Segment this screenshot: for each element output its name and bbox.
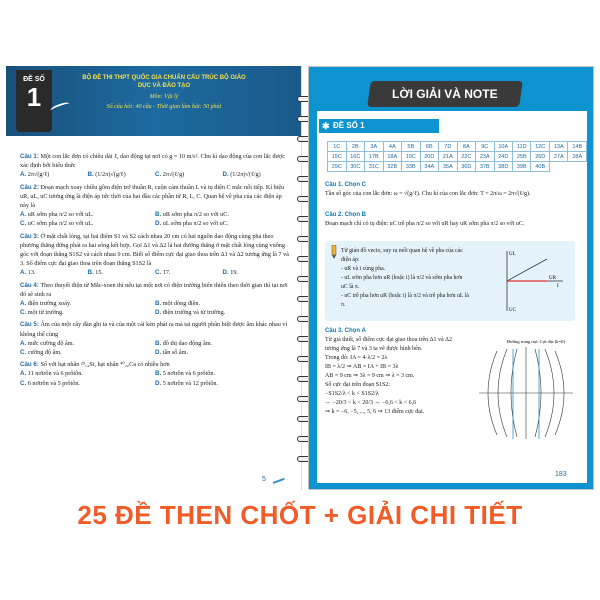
- left-page-number: 5: [262, 476, 266, 483]
- banner-text: LỜI GIẢI VÀ NOTE: [392, 87, 498, 101]
- option-text: 5 nơtrôn và 12 prôtôn.: [162, 379, 219, 387]
- option-letter: A.: [20, 211, 27, 219]
- option-letter: C.: [20, 379, 27, 387]
- question-1: [20, 152, 290, 180]
- option-text: 13.: [27, 269, 36, 277]
- option-letter: C.: [20, 349, 27, 357]
- option-text: tần số âm.: [162, 349, 188, 357]
- arrow-decoration: [271, 474, 284, 484]
- answer-cell: 13A: [550, 142, 568, 152]
- solution-text: Tần số góc của con lắc đơn: ω = √(g/ℓ). Chu kì của con lắc đơn: T = 2π/ω = 2π√(ℓ/g).: [325, 191, 531, 197]
- answer-cell: 36D: [457, 162, 476, 172]
- answer-cell: 12C: [531, 142, 550, 152]
- answer-cell: 26D: [531, 152, 550, 162]
- answer-cell: 31C: [365, 162, 384, 172]
- option-letter: A.: [20, 339, 27, 347]
- option-text: 15.: [95, 269, 103, 277]
- answer-cell: 10A: [494, 142, 513, 152]
- option-text: cường độ âm.: [27, 349, 62, 357]
- option-text: một dòng điện.: [162, 300, 201, 308]
- right-page: [308, 66, 594, 490]
- answer-cell: 1C: [328, 142, 347, 152]
- solution-text: Đoạn mạch chỉ có tụ điện: uC trễ pha π/2 so với uR hay uR sớm pha π/2 so với uC.: [325, 221, 525, 227]
- option-text: 5 nơtrôn và 6 prôtôn.: [162, 370, 215, 378]
- answer-cell: 19C: [402, 152, 421, 162]
- answer-cell: 9C: [476, 142, 494, 152]
- option-letter: A.: [20, 269, 27, 277]
- answer-cell: 33B: [402, 162, 421, 172]
- option-letter: C.: [20, 309, 27, 317]
- option-text: (1/2π)√(g/ℓ): [95, 171, 126, 179]
- answer-row: [328, 162, 587, 172]
- option-text: điện trường xoáy.: [27, 300, 72, 308]
- answer-cell: 21A: [439, 152, 457, 162]
- answer-cell: 6B: [420, 142, 439, 152]
- promo-caption: 25 ĐỀ THEN CHỐT + GIẢI CHI TIẾT: [77, 500, 523, 530]
- option-text: 6 nơtrôn và 5 prôtôn.: [27, 379, 80, 387]
- question-text: Âm của một cây đàn ghi ta và của một cái kèn phát ra mà tai người phân biệt được âm khác nhau vì không thể cùng: [20, 321, 288, 338]
- option-text: uR sớm pha π/2 so với uL.: [27, 211, 94, 219]
- solution-3: [325, 327, 465, 417]
- answer-cell: 35A: [439, 162, 457, 172]
- option-letter: A.: [20, 171, 27, 179]
- answer-cell: 3A: [365, 142, 384, 152]
- option-letter: A.: [20, 300, 27, 308]
- interference-diagram: [473, 335, 579, 445]
- option-letter: C.: [20, 220, 27, 228]
- option-text: 19.: [230, 269, 238, 277]
- solution-line: ⇔ −20/3 < k < 20/3 ⇔ −6,6 < k < 6,6: [325, 400, 417, 406]
- answer-cell: 11D: [513, 142, 531, 152]
- question-number: Câu 6:: [20, 361, 39, 369]
- answer-cell: 24D: [494, 152, 513, 162]
- solution-line: Trong đó: IA = 4·λ/2 = 2λ: [325, 355, 388, 361]
- exam-number-badge: [16, 70, 52, 132]
- note-text: [341, 247, 469, 310]
- vector-label: I: [557, 284, 559, 289]
- question-number: Câu 2:: [20, 183, 39, 191]
- question-5: [20, 320, 290, 357]
- solution-line: AB = 9 cm ⇒ 3λ = 9 cm ⇒ λ = 3 cm.: [325, 373, 415, 379]
- question-number: Câu 5:: [20, 321, 39, 329]
- answer-cell: 38D: [494, 162, 513, 172]
- answer-cell: 29C: [328, 162, 347, 172]
- answer-cell: 8A: [457, 142, 476, 152]
- note-line: Từ giản đồ vecto, suy ra mối quan hệ về pha của các điện áp:: [341, 248, 463, 263]
- vector-label: UL: [509, 252, 516, 257]
- question-text: Số với hạt nhân ²⁹₁₄Si, hạt nhân ⁴⁰₂₀Ca có nhiều hơn: [40, 361, 170, 369]
- question-text: Theo thuyết điện từ Mắc-xoen thì nếu tại một nơi có điện trường biến thiên theo thời gian thì tại nơi đó sẽ sinh ra: [20, 281, 288, 298]
- option-letter: C.: [155, 171, 162, 179]
- solution-line: ⇒ k = −6, −5, ..., 5, 6 ⇒ 13 điểm cực đại.: [325, 409, 425, 415]
- answer-cell: 17B: [365, 152, 384, 162]
- badge-number: 1: [26, 82, 42, 112]
- answer-cell: [550, 162, 568, 172]
- question-number: Câu 4:: [20, 281, 39, 289]
- solution-heading: Câu 1. Chọn C: [325, 182, 367, 188]
- note-line: - uR và i cùng pha.: [341, 266, 386, 272]
- exam-subject: Môn: Vật lý: [149, 94, 179, 100]
- answer-cell: 2B: [346, 142, 365, 152]
- option-letter: D.: [155, 220, 162, 228]
- answer-row: [328, 142, 587, 152]
- answer-cell: 14B: [568, 142, 587, 152]
- answer-cell: 25B: [513, 152, 531, 162]
- answer-cell: 32B: [383, 162, 401, 172]
- exam-info: Số câu hỏi: 40 câu - Thời gian làm bài: 50 phút: [106, 104, 222, 110]
- solution-1: [325, 181, 575, 199]
- answer-cell: [568, 162, 587, 172]
- option-text: uR sớm pha π/2 so với uC.: [162, 211, 229, 219]
- option-letter: D.: [222, 171, 229, 179]
- option-text: đồ thị dao động âm.: [162, 339, 213, 347]
- answer-cell: 5B: [402, 142, 421, 152]
- star-icon: ✱: [322, 121, 330, 131]
- option-letter: B.: [155, 370, 162, 378]
- vector-label: UR: [549, 276, 556, 281]
- option-text: 2π√(ℓ/g): [162, 171, 185, 179]
- answer-cell: 34A: [420, 162, 439, 172]
- solution-heading: Câu 2. Chọn B: [325, 212, 367, 218]
- vector-label: UC: [509, 308, 516, 313]
- solutions-sheet: [317, 111, 587, 483]
- question-number: Câu 3:: [20, 232, 39, 240]
- answer-cell: 15C: [328, 152, 347, 162]
- option-letter: C.: [155, 269, 162, 277]
- option-text: 17.: [162, 269, 171, 277]
- option-letter: B.: [87, 171, 94, 179]
- phasor-diagram: [497, 247, 567, 315]
- question-text: Đoạn mạch xoay chiều gồm điện trở thuần R, cuộn cảm thuần L và tụ điện C mắc nối tiếp. Kí hiệu uR, uL, uC tương ứng là điện áp tức thời của hai đầu các phần tử R, L, C. Quan hệ về pha của các điện áp này là: [20, 183, 285, 210]
- option-text: (1/2π)√(ℓ/g): [230, 171, 261, 179]
- option-letter: B.: [155, 339, 162, 347]
- option-letter: A.: [20, 370, 27, 378]
- answer-cell: 27A: [550, 152, 568, 162]
- question-4: [20, 281, 290, 318]
- question-3: [20, 232, 290, 278]
- note-line: - uL sớm pha hơn uR (hoặc i) là π/2 và sớm pha hơn uC là π.: [341, 275, 463, 290]
- note-line: - uC trễ pha hơn uR (hoặc i) là π/2 và trễ pha hơn uL là π.: [341, 293, 469, 308]
- answer-cell: 22C: [457, 152, 476, 162]
- answer-table: [327, 141, 587, 172]
- solution-2: [325, 211, 575, 229]
- question-6: [20, 360, 290, 388]
- right-page-number: 183: [555, 471, 567, 478]
- option-letter: D.: [222, 269, 229, 277]
- option-text: uL sớm pha π/2 so với uC.: [162, 220, 229, 228]
- book-spread: [6, 66, 594, 490]
- left-page: [6, 66, 302, 490]
- solution-line: −S1S2/λ < k < S1S2/λ: [325, 391, 379, 397]
- question-text: Ở mặt chất lỏng, tại hai điểm S1 và S2 cách nhau 20 cm có hai nguồn dao động cùng pha theo phương thẳng đứng phát ra hai sóng kết hợp. Gọi Δ1 và Δ2 là hai đường thẳng ở mặt chất lỏng cùng vuông góc với đoạn thẳng S1S2 và cách nhau 9 cm. Biết số điểm cực đại giao thoa trên Δ1 và Δ2 tương ứng là 7 và 3. Số điểm cực đại giao thoa trên đoạn thẳng S1S2 là: [20, 232, 289, 268]
- question-2: [20, 183, 290, 229]
- answer-cell: 20D: [420, 152, 439, 162]
- solutions-banner: [367, 81, 523, 107]
- note-box: [325, 241, 575, 321]
- solution-heading: Câu 3. Chọn A: [325, 328, 366, 334]
- question-number: Câu 1:: [20, 153, 39, 160]
- diagram-label: Đường trung trực Cực đại (k=0): [507, 339, 565, 344]
- solution-line: Từ giả thiết, số điểm cực đại giao thoa trên Δ1 và Δ2 tương ứng là 7 và 3 ta vẽ được hình bên.: [325, 337, 453, 352]
- answer-cell: 7D: [439, 142, 457, 152]
- option-text: 2π√(g/ℓ): [27, 171, 50, 179]
- exam-title: BỘ ĐỀ THI THPT QUỐC GIA CHUẨN CẤU TRÚC BỘ GIÁO DỤC VÀ ĐÀO TẠO: [82, 75, 246, 89]
- exam-header: [6, 66, 302, 136]
- swoosh-decoration: [50, 101, 71, 113]
- option-text: 11 nơtrôn và 6 prôtôn.: [27, 370, 83, 378]
- answer-cell: 16C: [346, 152, 365, 162]
- answer-cell: 30C: [346, 162, 365, 172]
- section-title: ĐỀ SỐ 1: [333, 121, 365, 130]
- option-letter: D.: [155, 379, 162, 387]
- question-list: [20, 152, 290, 391]
- badge-label: ĐỀ SỐ: [23, 76, 45, 83]
- option-text: uC sớm pha π/2 so với uL.: [27, 220, 94, 228]
- answer-cell: 18A: [383, 152, 401, 162]
- pencil-icon: [329, 245, 339, 259]
- option-letter: D.: [155, 349, 162, 357]
- solution-line: IB = λ/2 ⇒ AB = IA + IB = 3λ: [325, 364, 399, 370]
- answer-cell: 23A: [476, 152, 494, 162]
- solution-line: Số cực đại trên đoạn S1S2:: [325, 382, 391, 388]
- option-letter: B.: [87, 269, 94, 277]
- answer-cell: 28A: [568, 152, 587, 162]
- section-header: [319, 119, 439, 133]
- answer-cell: 37B: [476, 162, 494, 172]
- option-letter: B.: [155, 300, 162, 308]
- answer-cell: 39B: [513, 162, 531, 172]
- option-letter: D.: [155, 309, 162, 317]
- option-letter: B.: [155, 211, 162, 219]
- option-text: mức cường độ âm.: [27, 339, 75, 347]
- answer-cell: 4A: [383, 142, 401, 152]
- option-text: một từ trường.: [27, 309, 64, 317]
- answer-cell: 40B: [531, 162, 550, 172]
- option-text: điện trường và từ trường.: [162, 309, 226, 317]
- answer-row: [328, 152, 587, 162]
- question-text: Một con lắc đơn có chiều dài ℓ, dao động tại nơi có g = 10 m/s². Chu kì dao động của con lắc được xác định bởi biểu thức: [20, 153, 285, 170]
